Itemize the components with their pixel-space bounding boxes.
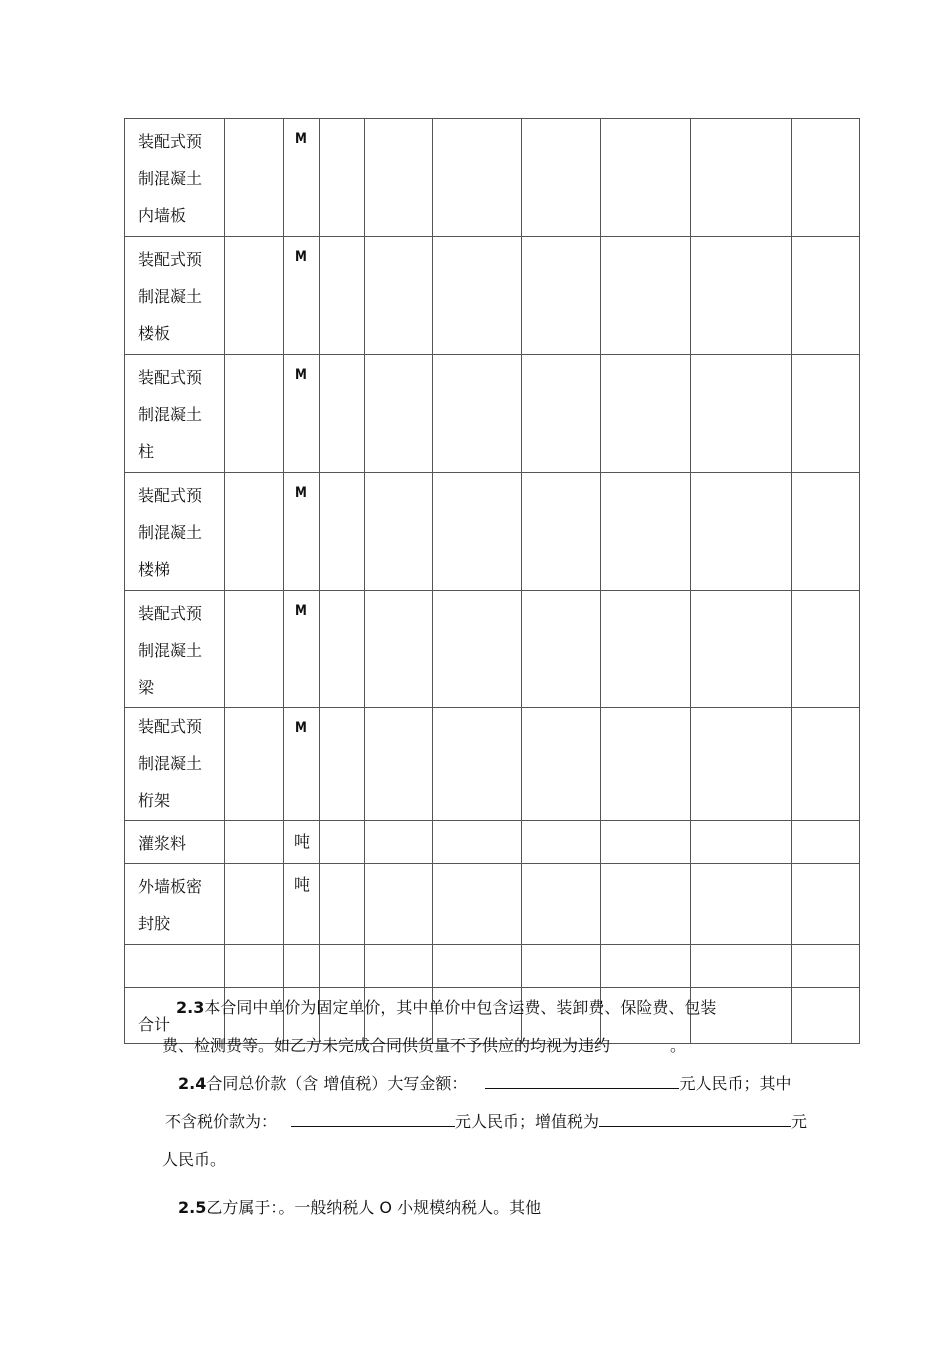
- table-cell[interactable]: [792, 237, 860, 355]
- table-cell[interactable]: [320, 821, 365, 864]
- spec-cell[interactable]: [225, 591, 284, 708]
- table-cell[interactable]: [601, 473, 691, 591]
- table-cell[interactable]: [433, 473, 522, 591]
- clause-2-5: [178, 1195, 541, 1218]
- table-cell[interactable]: [792, 821, 860, 864]
- item-name-cell: [125, 821, 225, 864]
- spec-cell[interactable]: [225, 473, 284, 591]
- table-cell[interactable]: [601, 708, 691, 821]
- unit-cell: [284, 708, 320, 821]
- item-name-line: 制混凝土: [138, 754, 203, 773]
- table-cell[interactable]: [365, 355, 433, 473]
- item-name-cell: [125, 473, 225, 591]
- table-cell[interactable]: [320, 237, 365, 355]
- table-row: [125, 473, 860, 591]
- table-cell[interactable]: [365, 864, 433, 945]
- item-name-line: 制混凝土: [138, 287, 203, 306]
- table-cell[interactable]: [601, 864, 691, 945]
- table-cell[interactable]: [601, 591, 691, 708]
- item-name-line: 装配式预: [138, 717, 203, 736]
- spec-cell[interactable]: [225, 945, 284, 988]
- clause-2-4-text-3: 人民币。: [162, 1150, 227, 1169]
- unit-label: 吨: [294, 832, 311, 851]
- table-cell[interactable]: [365, 821, 433, 864]
- unit-cell: [284, 119, 320, 237]
- item-name-cell: [125, 119, 225, 237]
- table-cell[interactable]: [365, 708, 433, 821]
- table-cell[interactable]: [522, 237, 601, 355]
- table-cell[interactable]: [433, 821, 522, 864]
- item-name-cell: [125, 355, 225, 473]
- table-cell[interactable]: [792, 945, 860, 988]
- table-cell[interactable]: [433, 864, 522, 945]
- item-name-line: 装配式预: [138, 486, 203, 505]
- item-name-line: 梁: [138, 678, 155, 697]
- table-cell[interactable]: [320, 945, 365, 988]
- item-name-line: 制混凝土: [138, 405, 203, 424]
- pre-tax-amount-blank[interactable]: [291, 1112, 455, 1127]
- item-name-line: 楼梯: [138, 560, 171, 579]
- clause-2-4-number: 2.4: [178, 1074, 207, 1093]
- clause-2-4-line-2: [165, 1109, 807, 1132]
- table-cell[interactable]: [365, 119, 433, 237]
- item-name-cell: [125, 237, 225, 355]
- unit-cell: [284, 591, 320, 708]
- table-cell[interactable]: [792, 591, 860, 708]
- table-cell[interactable]: [320, 473, 365, 591]
- unit-cell: [284, 355, 320, 473]
- table-cell[interactable]: [365, 591, 433, 708]
- table-cell[interactable]: [433, 708, 522, 821]
- clause-2-4-text-1a: 合同总价款（含 增值税）大写金额：: [206, 1074, 468, 1093]
- item-name-line: 装配式预: [138, 368, 203, 387]
- table-cell[interactable]: [601, 821, 691, 864]
- table-cell[interactable]: [522, 864, 601, 945]
- item-name-cell: [125, 591, 225, 708]
- materials-table: [124, 118, 860, 1044]
- table-row: [125, 945, 860, 988]
- table-cell[interactable]: [691, 945, 792, 988]
- clause-2-4-text-1b: 元人民币；其中: [679, 1074, 792, 1093]
- table-cell[interactable]: [433, 355, 522, 473]
- table-row: [125, 119, 860, 237]
- table-cell[interactable]: [522, 821, 601, 864]
- table-cell[interactable]: [601, 355, 691, 473]
- clause-2-3-line-2: [162, 1033, 686, 1056]
- spec-cell[interactable]: [225, 355, 284, 473]
- table-cell[interactable]: [365, 237, 433, 355]
- clause-2-4-line-3: [162, 1147, 226, 1170]
- clause-2-5-number: 2.5: [178, 1198, 207, 1217]
- unit-label: M: [295, 131, 307, 147]
- table-cell[interactable]: [522, 119, 601, 237]
- unit-label: M: [295, 367, 307, 383]
- table-row: [125, 864, 860, 945]
- item-name-line: 制混凝土: [138, 169, 203, 188]
- clause-2-3-text-1: 本合同中单价为固定单价，其中单价中包含运费、装卸费、保险费、包装: [204, 998, 717, 1017]
- spec-cell[interactable]: [225, 237, 284, 355]
- table-cell[interactable]: [691, 355, 792, 473]
- clause-2-4-text-2b: 元人民币；增值税为: [455, 1112, 600, 1131]
- item-name-cell: [125, 864, 225, 945]
- item-name-line: 内墙板: [138, 206, 187, 225]
- table-cell[interactable]: [433, 591, 522, 708]
- unit-label: M: [295, 485, 307, 501]
- table-cell[interactable]: [433, 237, 522, 355]
- item-name-line: 制混凝土: [138, 641, 203, 660]
- table-cell[interactable]: [522, 473, 601, 591]
- table-row: [125, 708, 860, 821]
- table-cell[interactable]: [601, 945, 691, 988]
- spec-cell[interactable]: [225, 708, 284, 821]
- item-name-line: 桁架: [138, 791, 171, 810]
- table-cell[interactable]: [522, 708, 601, 821]
- item-name-cell: [125, 945, 225, 988]
- table-cell[interactable]: [433, 119, 522, 237]
- table-cell[interactable]: [601, 237, 691, 355]
- clause-2-3-end: 。: [670, 1036, 687, 1055]
- unit-label: M: [295, 249, 307, 265]
- vat-amount-blank[interactable]: [599, 1112, 791, 1127]
- unit-label: M: [295, 603, 307, 619]
- table-cell[interactable]: [433, 945, 522, 988]
- table-cell[interactable]: [691, 119, 792, 237]
- table-cell[interactable]: [792, 864, 860, 945]
- table-cell[interactable]: [522, 945, 601, 988]
- table-cell[interactable]: [320, 864, 365, 945]
- clause-2-4-text-2a: 不含税价款为：: [165, 1112, 278, 1131]
- table-cell[interactable]: [320, 355, 365, 473]
- table-cell[interactable]: [792, 708, 860, 821]
- table-row: [125, 355, 860, 473]
- unit-cell: [284, 864, 320, 945]
- item-name-line: 外墙板密: [138, 877, 203, 896]
- table-cell[interactable]: [691, 591, 792, 708]
- unit-cell: [284, 945, 320, 988]
- table-row: [125, 237, 860, 355]
- table-cell[interactable]: [522, 355, 601, 473]
- clause-2-4-line-1: [178, 1071, 791, 1094]
- clause-2-3-number: 2.3: [176, 998, 205, 1017]
- table-cell[interactable]: [792, 988, 860, 1044]
- table-cell[interactable]: [320, 708, 365, 821]
- table-cell[interactable]: [601, 119, 691, 237]
- table-cell[interactable]: [792, 355, 860, 473]
- item-name-line: 装配式预: [138, 132, 203, 151]
- item-name-line: 楼板: [138, 324, 171, 343]
- item-name-line: 制混凝土: [138, 523, 203, 542]
- clause-2-5-text: 乙方属于：。一般纳税人 O 小规模纳税人。其他: [206, 1198, 542, 1217]
- clause-2-3-line-1: [176, 995, 716, 1018]
- clause-2-3-text-2: 费、检测费等。如乙方未完成合同供货量不予供应的均视为违约: [162, 1036, 611, 1055]
- unit-label: 吨: [294, 875, 311, 894]
- table-cell[interactable]: [691, 708, 792, 821]
- table-cell[interactable]: [365, 945, 433, 988]
- spec-cell[interactable]: [225, 119, 284, 237]
- item-name-line: 封胶: [138, 914, 171, 933]
- table-cell[interactable]: [320, 119, 365, 237]
- item-name-line: 装配式预: [138, 250, 203, 269]
- item-name-line: 合计: [138, 1015, 171, 1034]
- table-cell[interactable]: [691, 237, 792, 355]
- table-cell[interactable]: [792, 473, 860, 591]
- spec-cell[interactable]: [225, 864, 284, 945]
- unit-label: M: [295, 720, 307, 736]
- item-name-cell: [125, 708, 225, 821]
- table-cell[interactable]: [320, 591, 365, 708]
- unit-cell: [284, 821, 320, 864]
- item-name-line: 灌浆料: [138, 834, 187, 853]
- table-cell[interactable]: [365, 473, 433, 591]
- table-cell[interactable]: [522, 591, 601, 708]
- total-amount-blank[interactable]: [485, 1074, 679, 1089]
- table-cell[interactable]: [691, 473, 792, 591]
- unit-cell: [284, 473, 320, 591]
- table-cell[interactable]: [792, 119, 860, 237]
- table-row: [125, 591, 860, 708]
- clause-2-4-text-2c: 元: [791, 1112, 808, 1131]
- unit-cell: [284, 237, 320, 355]
- table-cell[interactable]: [691, 821, 792, 864]
- spec-cell[interactable]: [225, 821, 284, 864]
- item-name-line: 装配式预: [138, 604, 203, 623]
- table-cell[interactable]: [691, 864, 792, 945]
- item-name-line: 柱: [138, 442, 155, 461]
- table-row: [125, 821, 860, 864]
